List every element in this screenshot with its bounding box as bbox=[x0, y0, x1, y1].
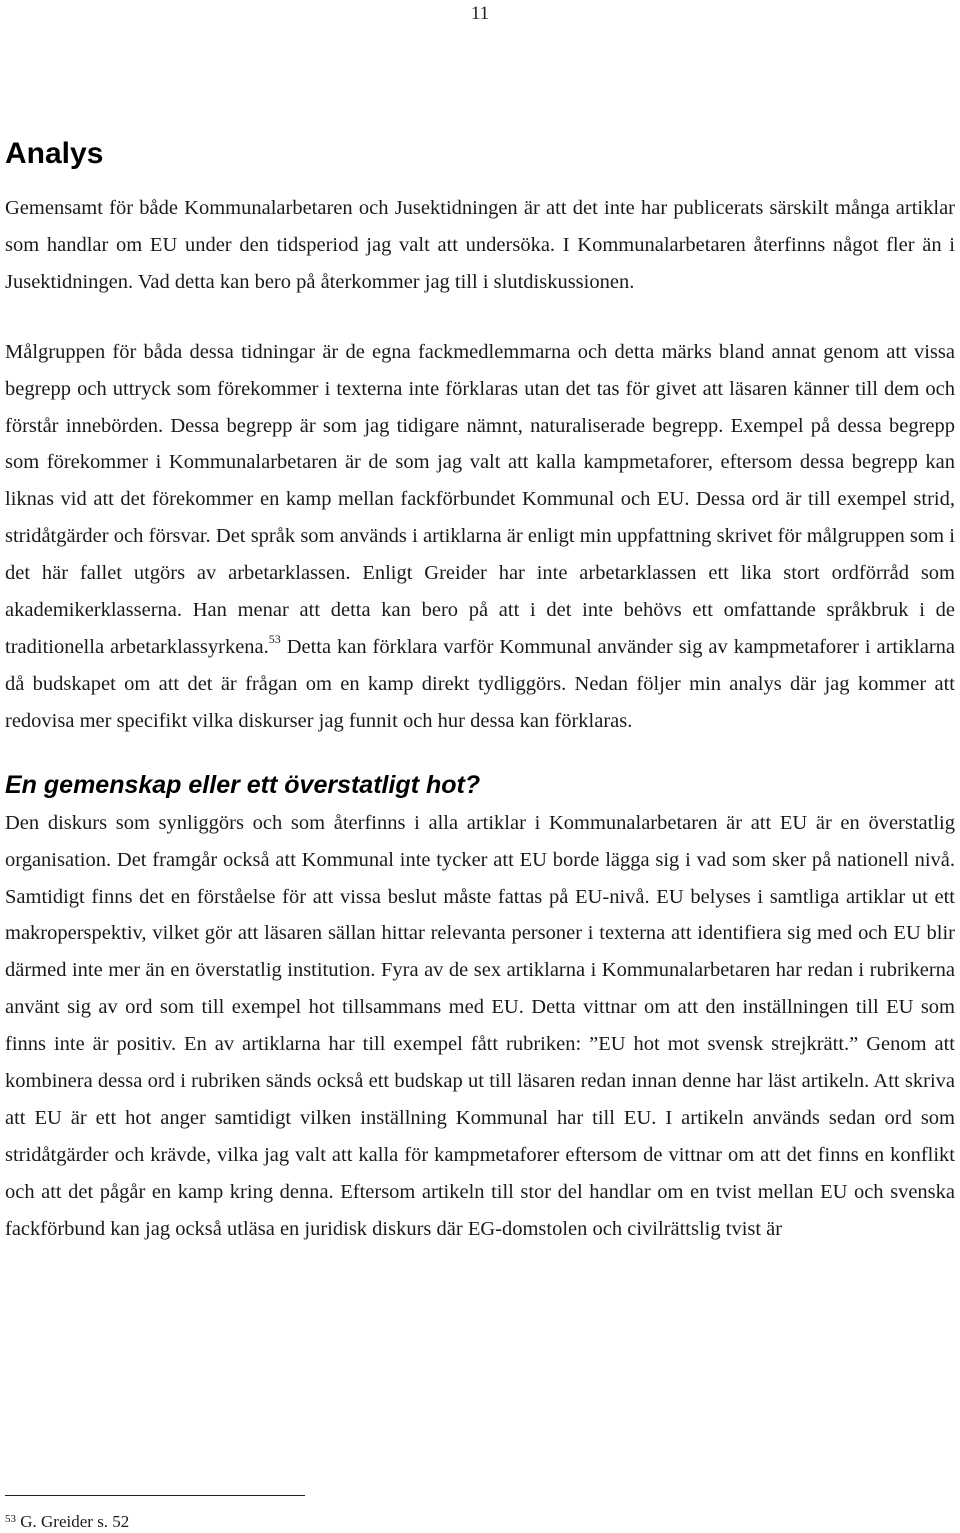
footnote bbox=[5, 1511, 955, 1533]
body-paragraph: Den diskurs som synliggörs och som återfinns i alla artiklar i Kommunalarbetaren är att EU är en överstatlig organisation. Det framgår också att Kommunal inte tycker att EU borde lägga sig i vad som sker på nationell nivå. Samtidigt finns det en förståelse för att vissa beslut måste fattas på EU-nivå. EU belyses i samtliga artiklar ut ett makroperspektiv, vilket gör att läsaren sällan hittar relevanta personer i texterna att identifiera sig med och EU blir därmed inte mer än en överstatlig institution. Fyra av de sex artiklarna i Kommunalarbetaren har redan i rubrikerna använt sig av ord som till exempel hot tillsammans med EU. Detta vittnar om att den inställningen till EU som finns inte är positiv. En av artiklarna har till exempel fått rubriken: ”EU hot mot svensk strejkrätt.” Genom att kombinera dessa ord i rubriken sänds också ett budskap ut till läsaren redan innan denne har läst artikeln. Att skriva att EU är ett hot anger samtidigt vilken inställning Kommunal har till EU. I artikeln används sedan ord som stridåtgärder och krävde, vilka jag valt att kalla för kampmetaforer eftersom de vittnar om att det finns en konflikt och att det pågår en kamp kring denna. Eftersom artikeln till stor del handlar om en tvist mellan EU och svenska fackförbund kan jag också utläsa en juridisk diskurs där EG-domstolen och civilrättslig tvist är bbox=[5, 811, 955, 1240]
subsection-title: En gemenskap eller ett överstatligt hot? bbox=[5, 770, 481, 799]
footnote-text: G. Greider s. 52 bbox=[16, 1512, 130, 1531]
page-number: 11 bbox=[470, 3, 490, 24]
body-paragraph: Gemensamt för både Kommunalarbetaren och Jusektidningen är att det inte har publicerats särskilt många artiklar som handlar om EU under den tidsperiod jag valt att undersöka. I Kommunalarbetaren återfinns något fler än i Jusektidningen. Vad detta kan bero på återkommer jag till i slutdiskussionen. bbox=[5, 197, 955, 293]
document-body bbox=[5, 134, 955, 1248]
footnote-separator bbox=[5, 1495, 305, 1496]
footnote-reference[interactable]: 53 bbox=[268, 631, 281, 646]
section-title: Analys bbox=[5, 137, 104, 170]
body-paragraph bbox=[5, 334, 955, 740]
footnote-number: 53 bbox=[5, 1513, 16, 1525]
paragraph-text: Målgruppen för båda dessa tidningar är de egna fackmedlemmarna och detta märks bland annat genom att vissa begrepp och uttryck som förekommer i texterna inte förklaras utan det tas för givet att läsaren känner till dem och förstår innebörden. Dessa begrepp är som jag tidigare nämnt, naturaliserade begrepp. Exempel på dessa begrepp som förekommer i Kommunalarbetaren är de som jag valt att kalla kampmetaforer, eftersom dessa begrepp kan liknas vid att det förekommer en kamp mellan fackförbundet Kommunal och EU. Dessa ord är till exempel strid, stridåtgärder och försvar. Det språk som används i artiklarna är enligt min uppfattning skrivet för målgruppen som i det här fallet utgörs av arbetarklassen. Enligt Greider har inte arbetarklassen ett lika stort ordförråd som akademikerklasserna. Han menar att detta kan bero på att i det inte behövs ett omfattande språkbruk i de traditionella arbetarklassyrkena. bbox=[5, 340, 955, 658]
paragraph-text: Detta kan förklara varför Kommunal använder sig av kampmetaforer i artiklarna då budskapet om att det är frågan om en kamp direkt tydliggörs. Nedan följer min analys där jag kommer att redovisa mer specifikt vilka diskurser jag funnit och hur dessa kan förklaras. bbox=[5, 635, 956, 732]
